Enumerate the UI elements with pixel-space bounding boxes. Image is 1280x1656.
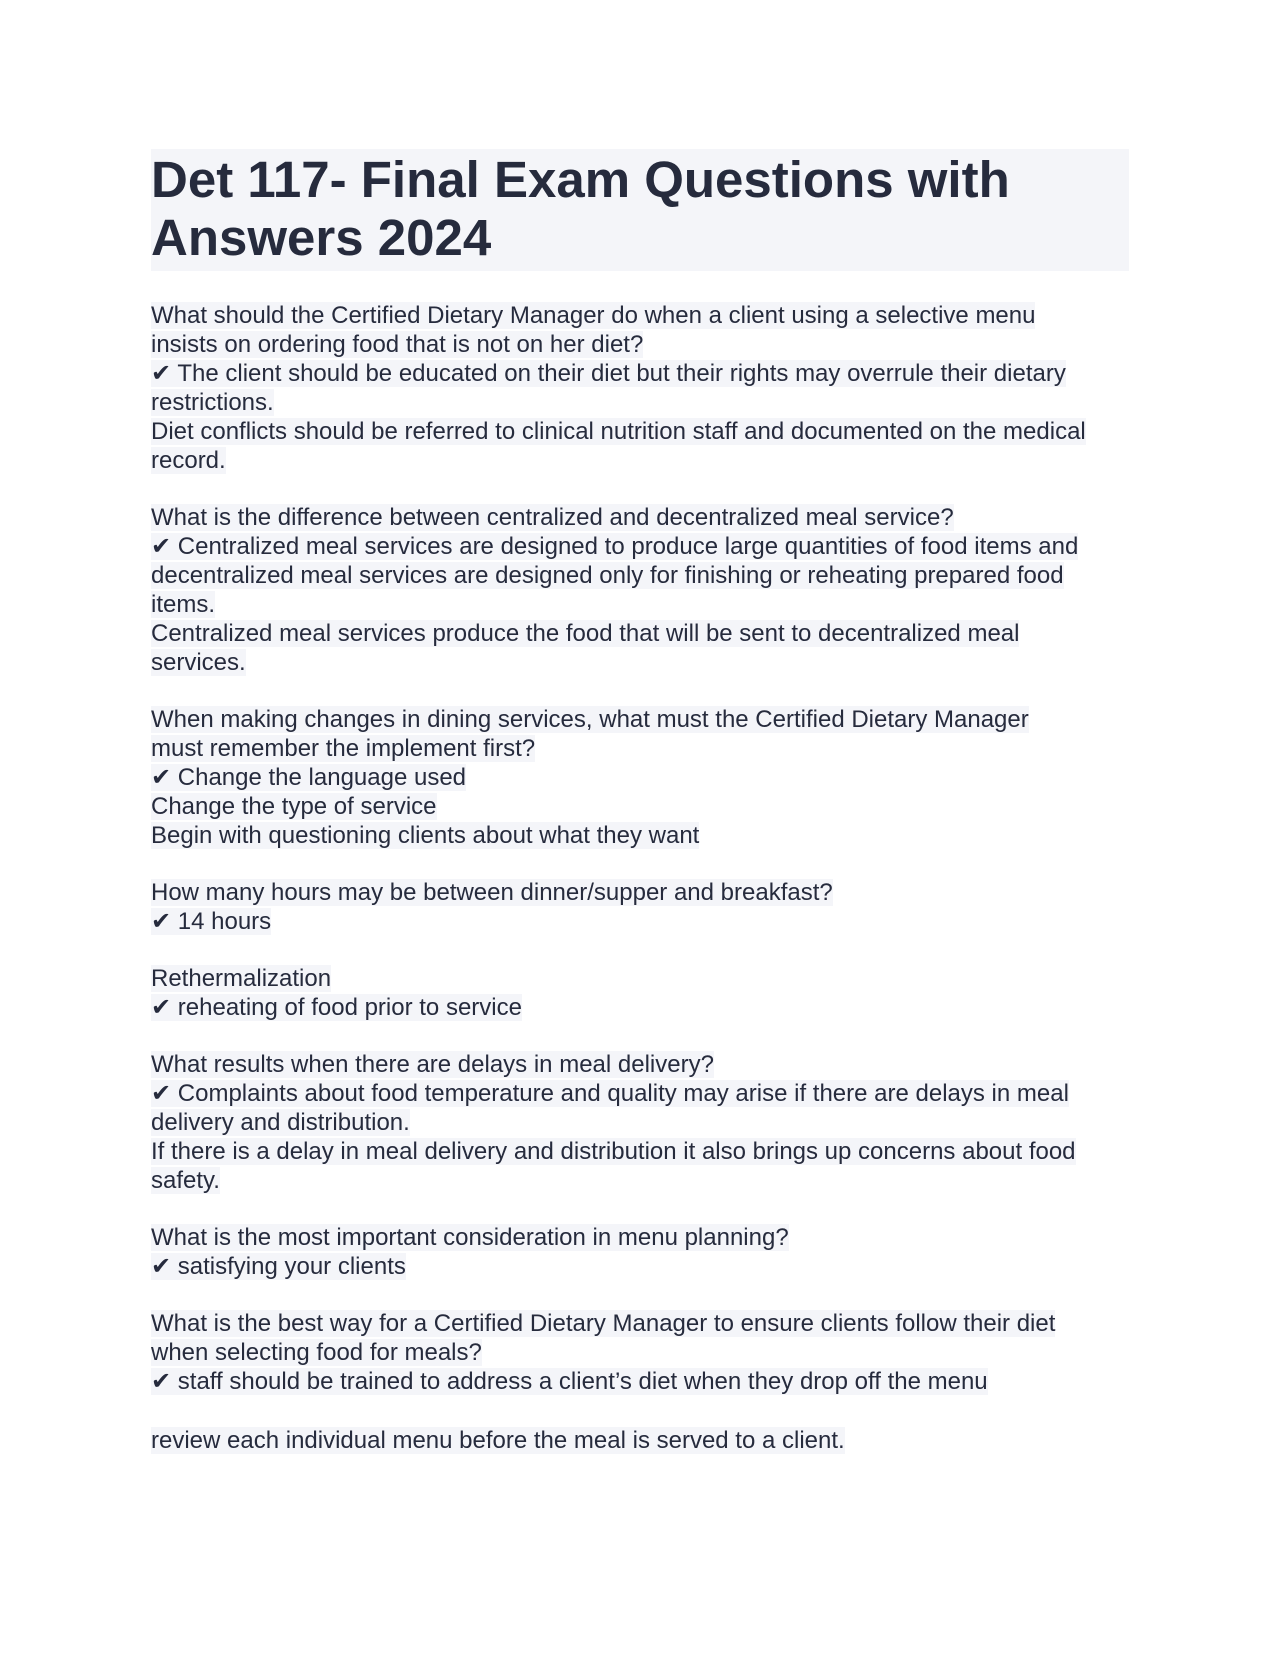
- qa-block: [151, 1309, 1129, 1396]
- qa-line: ✔ staff should be trained to address a client’s diet when they drop off the menu: [151, 1368, 988, 1395]
- qa-line: How many hours may be between dinner/supper and breakfast?: [151, 879, 833, 906]
- qa-line: restrictions.: [151, 389, 274, 416]
- document-title: [151, 149, 1129, 271]
- qa-line: What is the difference between centralized and decentralized meal service?: [151, 504, 954, 531]
- qa-line: ✔ The client should be educated on their diet but their rights may overrule their dietary: [151, 360, 1066, 387]
- qa-list: [151, 301, 1129, 1396]
- qa-line: Centralized meal services produce the food that will be sent to decentralized meal: [151, 620, 1020, 647]
- qa-line: record.: [151, 447, 226, 474]
- qa-line: ✔ Change the language used: [151, 764, 467, 791]
- spacer: [151, 1022, 1129, 1050]
- qa-line: ✔ reheating of food prior to service: [151, 994, 522, 1021]
- title-line-2: Answers 2024: [151, 209, 492, 266]
- document-page: [151, 149, 1129, 1455]
- qa-line: What is the most important consideration in menu planning?: [151, 1224, 789, 1251]
- qa-block: [151, 705, 1129, 850]
- qa-block: [151, 503, 1129, 677]
- qa-line: must remember the implement first?: [151, 735, 536, 762]
- qa-line: What should the Certified Dietary Manager do when a client using a selective menu: [151, 302, 1036, 329]
- qa-line: insists on ordering food that is not on her diet?: [151, 331, 644, 358]
- trailing-answer-line: review each individual menu before the meal is served to a client.: [151, 1427, 845, 1454]
- qa-line: Begin with questioning clients about what they want: [151, 822, 700, 849]
- qa-block: [151, 1223, 1129, 1281]
- qa-line: What results when there are delays in meal delivery?: [151, 1051, 714, 1078]
- qa-line: When making changes in dining services, what must the Certified Dietary Manager: [151, 706, 1029, 733]
- qa-line: items.: [151, 591, 216, 618]
- qa-block: [151, 1050, 1129, 1195]
- qa-line: safety.: [151, 1167, 220, 1194]
- qa-block: [151, 878, 1129, 936]
- qa-line: decentralized meal services are designed only for finishing or reheating prepared food: [151, 562, 1064, 589]
- qa-block: [151, 301, 1129, 475]
- qa-line: If there is a delay in meal delivery and distribution it also brings up concerns about food: [151, 1138, 1076, 1165]
- qa-line: Rethermalization: [151, 965, 332, 992]
- qa-line: services.: [151, 649, 246, 676]
- spacer: [151, 1396, 1129, 1426]
- qa-line: ✔ 14 hours: [151, 908, 272, 935]
- spacer: [151, 677, 1129, 705]
- qa-line: Diet conflicts should be referred to clinical nutrition staff and documented on the medical: [151, 418, 1086, 445]
- qa-line: when selecting food for meals?: [151, 1339, 482, 1366]
- qa-line: What is the best way for a Certified Dietary Manager to ensure clients follow their diet: [151, 1310, 1056, 1337]
- qa-line: delivery and distribution.: [151, 1109, 410, 1136]
- spacer: [151, 475, 1129, 503]
- title-line-1: Det 117- Final Exam Questions with: [151, 151, 1010, 208]
- spacer: [151, 1195, 1129, 1223]
- qa-line: ✔ satisfying your clients: [151, 1253, 406, 1280]
- qa-line: Change the type of service: [151, 793, 437, 820]
- qa-line: ✔ Complaints about food temperature and quality may arise if there are delays in meal: [151, 1080, 1069, 1107]
- spacer: [151, 936, 1129, 964]
- qa-line: ✔ Centralized meal services are designed to produce large quantities of food items and: [151, 533, 1079, 560]
- qa-block: [151, 964, 1129, 1022]
- spacer: [151, 850, 1129, 878]
- spacer: [151, 1281, 1129, 1309]
